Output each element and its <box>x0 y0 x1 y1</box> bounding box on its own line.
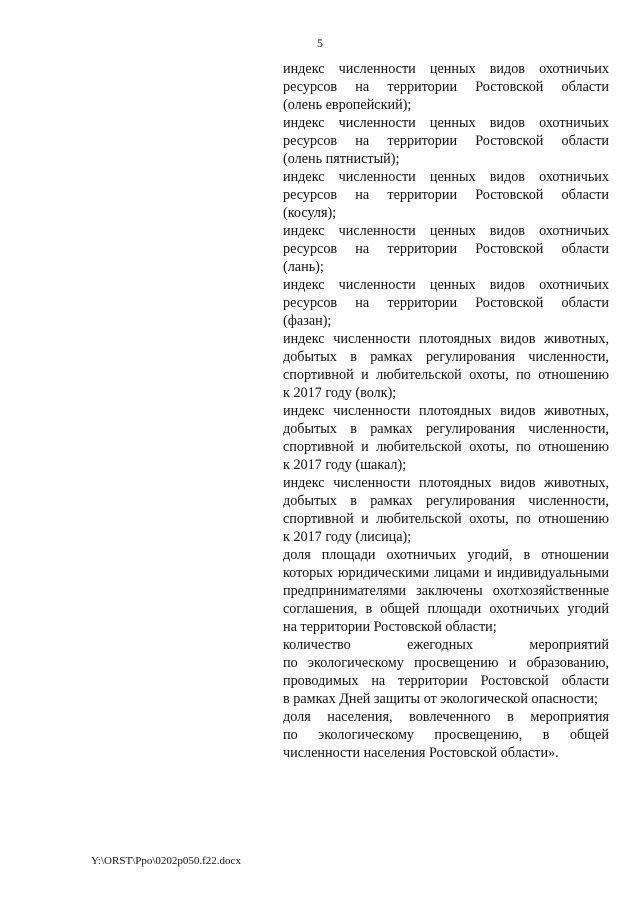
text-line: по экологическому просвещению и образованию, <box>283 655 609 671</box>
page-number: 5 <box>317 36 323 50</box>
list-item <box>283 60 609 114</box>
text-line: спортивной и любительской охоты, по отношению <box>283 511 609 527</box>
text-line: (олень пятнистый); <box>283 151 400 167</box>
text-line: ресурсов на территории Ростовской области <box>283 295 609 311</box>
list-item <box>283 330 609 402</box>
list-item <box>283 708 609 762</box>
list-item <box>283 546 609 636</box>
text-line: индекс численности ценных видов охотничьих <box>283 61 609 77</box>
text-line: ресурсов на территории Ростовской области <box>283 187 609 203</box>
text-line: спортивной и любительской охоты, по отношению <box>283 439 609 455</box>
text-line: доля населения, вовлеченного в мероприятия <box>283 709 609 725</box>
text-line: ресурсов на территории Ростовской области <box>283 133 609 149</box>
text-line: численности населения Ростовской области». <box>283 745 559 761</box>
text-line: индекс численности плотоядных видов животных, <box>283 403 609 419</box>
text-line: добытых в рамках регулирования численности, <box>283 349 609 365</box>
text-line: соглашения, в общей площади охотничьих угодий <box>283 601 609 617</box>
text-line: индекс численности плотоядных видов животных, <box>283 331 609 347</box>
text-line: спортивной и любительской охоты, по отношению <box>283 367 609 383</box>
text-line: проводимых на территории Ростовской области <box>283 673 609 689</box>
text-line: количество ежегодных мероприятий <box>283 637 609 653</box>
text-line: (лань); <box>283 259 324 275</box>
list-item <box>283 168 609 222</box>
text-line: в рамках Дней защиты от экологической опасности; <box>283 691 598 707</box>
text-line: индекс численности ценных видов охотничьих <box>283 223 609 239</box>
text-line: предпринимателями заключены охотхозяйственные <box>283 583 609 599</box>
list-item <box>283 276 609 330</box>
text-line: по экологическому просвещению, в общей <box>283 727 609 743</box>
text-line: индекс численности ценных видов охотничьих <box>283 277 609 293</box>
text-line: (олень европейский); <box>283 97 412 113</box>
text-line: индекс численности ценных видов охотничьих <box>283 115 609 131</box>
text-line: добытых в рамках регулирования численности, <box>283 493 609 509</box>
text-line: ресурсов на территории Ростовской области <box>283 79 609 95</box>
list-item <box>283 222 609 276</box>
text-line: индекс численности ценных видов охотничьих <box>283 169 609 185</box>
text-line: на территории Ростовской области; <box>283 619 497 635</box>
list-item <box>283 474 609 546</box>
text-line: (косуля); <box>283 205 337 221</box>
text-line: доля площади охотничьих угодий, в отношении <box>283 547 609 563</box>
list-item <box>283 636 609 708</box>
text-line: индекс численности плотоядных видов животных, <box>283 475 609 491</box>
text-line: добытых в рамках регулирования численности, <box>283 421 609 437</box>
text-line: (фазан); <box>283 313 332 329</box>
text-line: к 2017 году (волк); <box>283 385 397 401</box>
text-line: к 2017 году (шакал); <box>283 457 407 473</box>
list-item <box>283 402 609 474</box>
text-line: к 2017 году (лисица); <box>283 529 412 545</box>
text-line: которых юридическими лицами и индивидуальными <box>283 565 609 581</box>
list-item <box>283 114 609 168</box>
text-line: ресурсов на территории Ростовской области <box>283 241 609 257</box>
footer-file-path: Y:\ORST\Ppo\0202p050.f22.docx <box>91 855 241 867</box>
document-body <box>283 60 609 762</box>
